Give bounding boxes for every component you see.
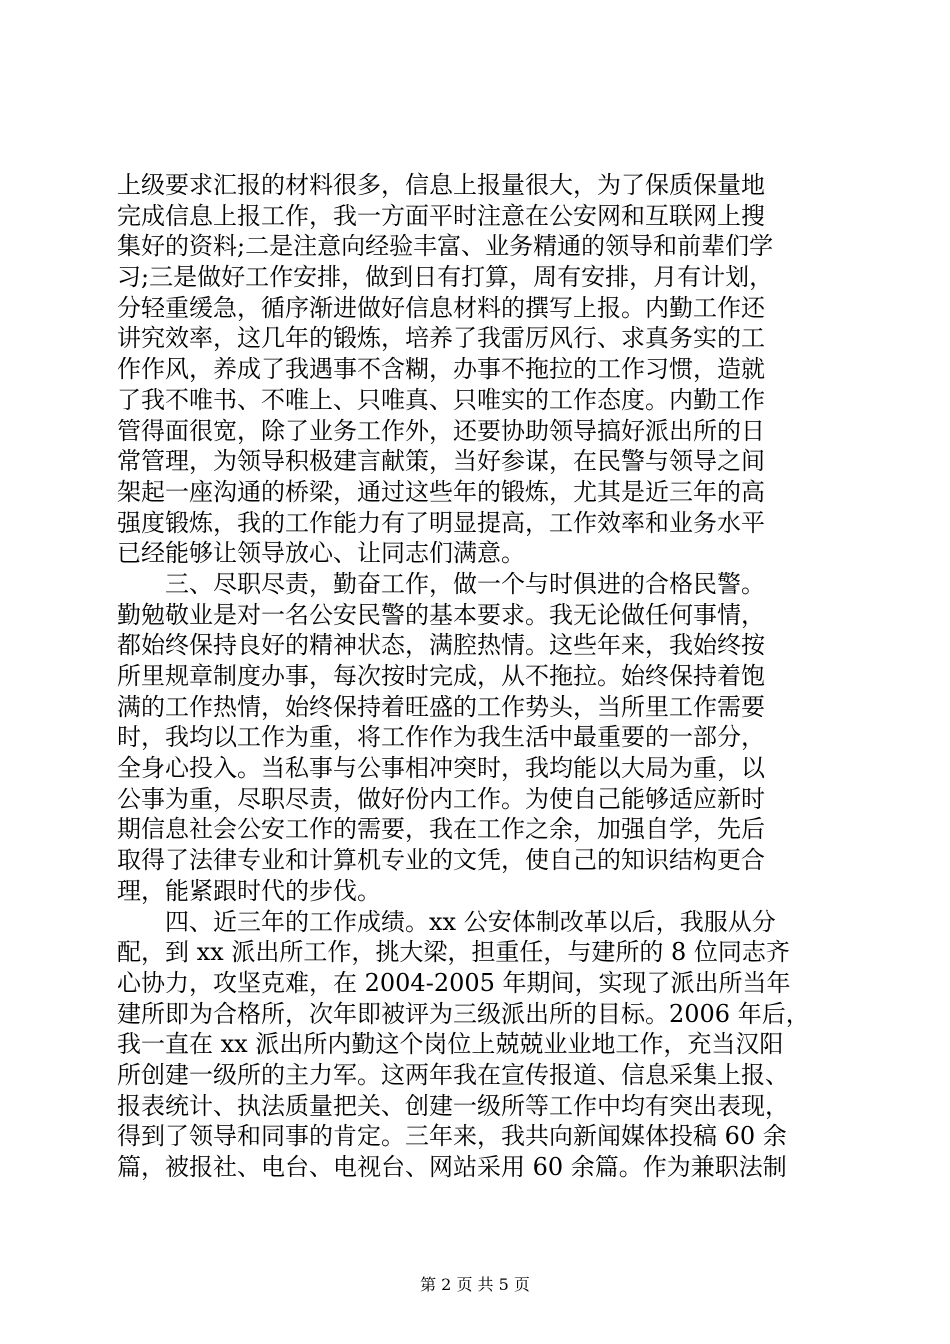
section-heading-3: 三、尽职尽责，勤奋工作，做一个与时俱进的合格民警。 bbox=[117, 569, 765, 598]
text-line: 期信息社会公安工作的需要，我在工作之余，加强自学，先后 bbox=[117, 815, 765, 844]
text-line: 分轻重缓急，循序渐进做好信息材料的撰写上报。内勤工作还 bbox=[117, 293, 765, 322]
text-line: 时，我均以工作为重，将工作作为我生活中最重要的一部分， bbox=[117, 723, 765, 752]
text-line: 心协力，攻坚克难，在 2004-2005 年期间，实现了派出所当年 bbox=[117, 968, 791, 997]
text-line: 架起一座沟通的桥梁，通过这些年的锻炼，尤其是近三年的高 bbox=[117, 477, 765, 506]
text-line: 都始终保持良好的精神状态，满腔热情。这些年来，我始终按 bbox=[117, 631, 765, 660]
text-line: 上级要求汇报的材料很多，信息上报量很大，为了保质保量地 bbox=[117, 171, 765, 199]
section-heading-4: 四、近三年的工作成绩。xx 公安体制改革以后，我服从分 bbox=[117, 907, 776, 936]
text-line: 报表统计、执法质量把关、创建一级所等工作中均有突出表现， bbox=[117, 1091, 789, 1120]
text-line: 篇，被报社、电台、电视台、网站采用 60 余篇。作为兼职法制 bbox=[117, 1153, 787, 1181]
text-line: 常管理，为领导积极建言献策，当好参谋，在民警与领导之间 bbox=[117, 447, 765, 476]
text-line: 满的工作热情，始终保持着旺盛的工作势头，当所里工作需要 bbox=[117, 692, 765, 721]
document-body bbox=[117, 170, 837, 1183]
text-line: 得到了领导和同事的肯定。三年来，我共向新闻媒体投稿 60 余 bbox=[117, 1122, 787, 1151]
text-line: 完成信息上报工作，我一方面平时注意在公安网和互联网上搜 bbox=[117, 201, 765, 230]
text-line: 我一直在 xx 派出所内勤这个岗位上兢兢业业地工作，充当汉阳 bbox=[117, 1030, 784, 1059]
text-line: 勤勉敬业是对一名公安民警的基本要求。我无论做任何事情， bbox=[117, 600, 765, 629]
text-line: 已经能够让领导放心、让同志们满意。 bbox=[117, 539, 525, 568]
text-line: 讲究效率，这几年的锻炼，培养了我雷厉风行、求真务实的工 bbox=[117, 324, 765, 353]
text-line: 理，能紧跟时代的步伐。 bbox=[117, 876, 381, 905]
text-line: 建所即为合格所，次年即被评为三级派出所的目标。2006 年后， bbox=[117, 999, 810, 1028]
text-line: 取得了法律专业和计算机专业的文凭，使自己的知识结构更合 bbox=[117, 846, 765, 875]
text-line: 集好的资料;二是注意向经验丰富、业务精通的领导和前辈们学 bbox=[117, 232, 774, 261]
page-number-footer: 第 2 页 共 5 页 bbox=[420, 1275, 530, 1294]
text-line: 强度锻炼，我的工作能力有了明显提高，工作效率和业务水平 bbox=[117, 508, 765, 537]
text-line: 所里规章制度办事，每次按时完成，从不拖拉。始终保持着饱 bbox=[117, 662, 765, 690]
text-line: 了我不唯书、不唯上、只唯真、只唯实的工作态度。内勤工作 bbox=[117, 385, 765, 414]
text-line: 全身心投入。当私事与公事相冲突时，我均能以大局为重，以 bbox=[117, 754, 765, 783]
text-line: 配，到 xx 派出所工作，挑大梁，担重任，与建所的 8 位同志齐 bbox=[117, 938, 790, 967]
text-line: 公事为重，尽职尽责，做好份内工作。为使自己能够适应新时 bbox=[117, 784, 765, 813]
text-line: 作作风，养成了我遇事不含糊，办事不拖拉的工作习惯，造就 bbox=[117, 355, 765, 384]
text-line: 习;三是做好工作安排，做到日有打算，周有安排，月有计划， bbox=[117, 263, 774, 292]
text-line: 管得面很宽，除了业务工作外，还要协助领导搞好派出所的日 bbox=[117, 416, 765, 445]
text-line: 所创建一级所的主力军。这两年我在宣传报道、信息采集上报、 bbox=[117, 1060, 789, 1089]
